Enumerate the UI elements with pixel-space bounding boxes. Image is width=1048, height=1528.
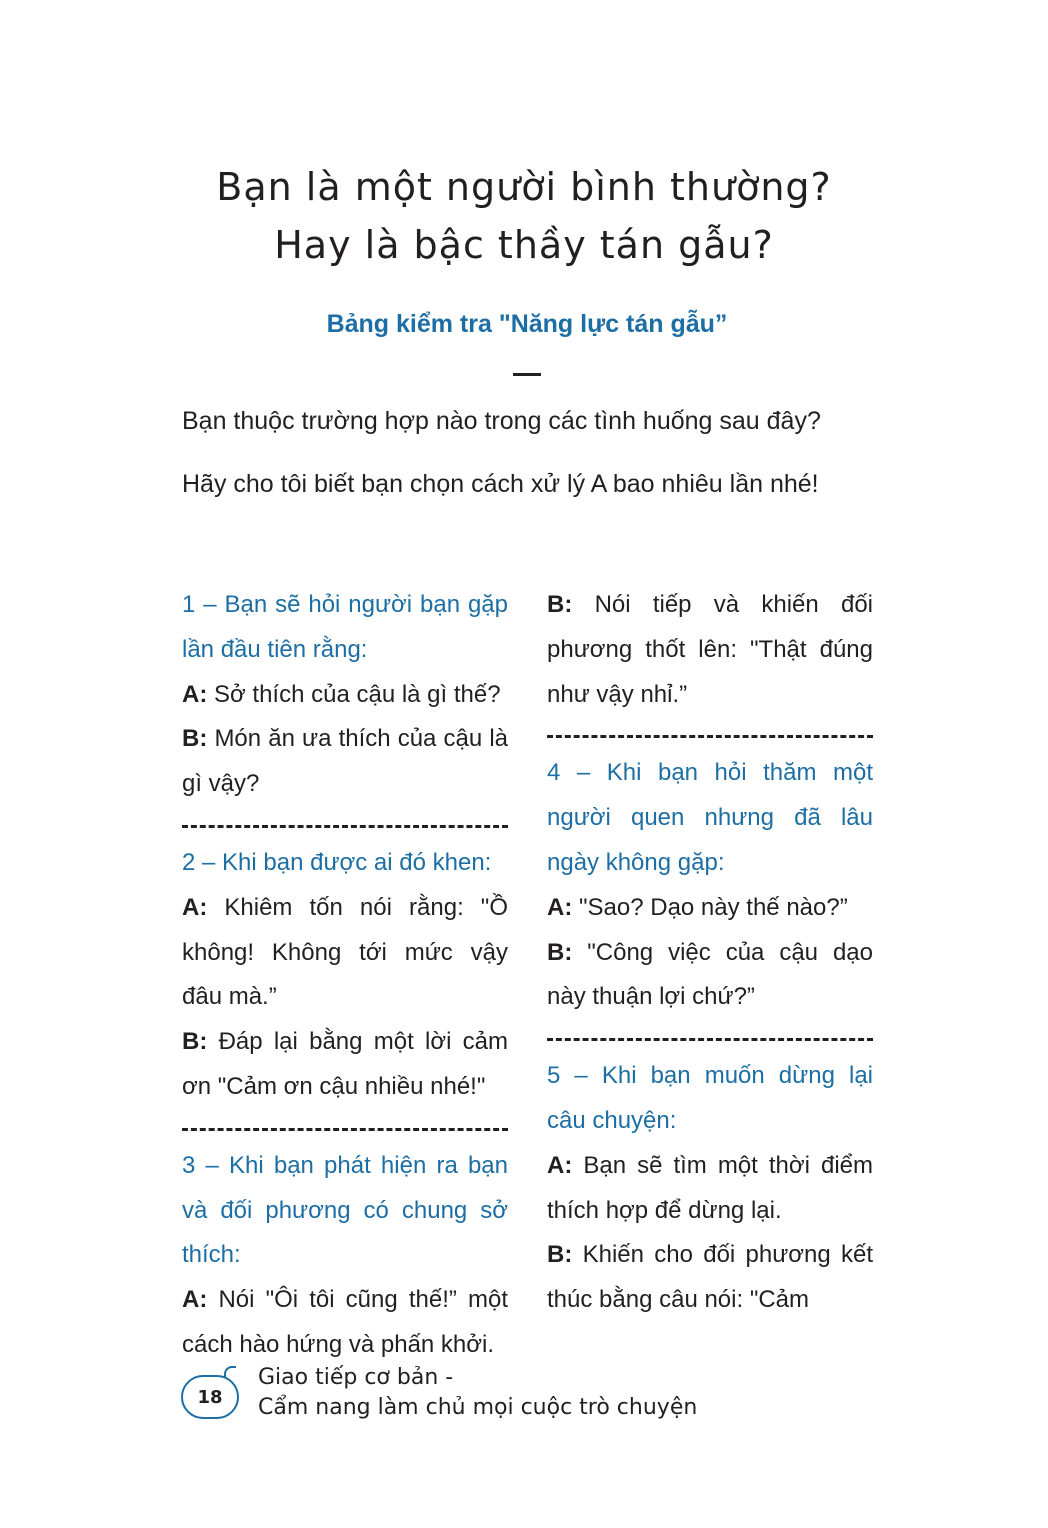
answer-4b xyxy=(547,931,873,1021)
answer-label: A: xyxy=(182,1286,208,1314)
answer-label: B: xyxy=(547,1241,573,1269)
answer-5b xyxy=(547,1233,873,1323)
question-5: 5 – Khi bạn muốn dừng lại câu chuyện: xyxy=(547,1062,873,1134)
answer-text: Sở thích của cậu là gì thế? xyxy=(207,680,501,708)
book-title-line-2: Cẩm nang làm chủ mọi cuộc trò chuyện xyxy=(258,1395,698,1420)
answer-label: B: xyxy=(547,938,573,966)
title-line-2: Hay là bậc thầy tán gẫu? xyxy=(274,223,774,267)
answer-1b xyxy=(182,717,508,807)
answer-label: A: xyxy=(547,893,573,921)
question-1: 1 – Bạn sẽ hỏi người bạn gặp lần đầu tiên rằng: xyxy=(182,591,508,663)
right-column xyxy=(547,583,873,1323)
answer-text: Món ăn ưa thích của cậu là gì vậy? xyxy=(182,725,508,798)
page-number-badge: 18 xyxy=(181,1375,239,1419)
intro-line-1: Bạn thuộc trường hợp nào trong các tình huống sau đây? xyxy=(182,407,821,435)
question-4: 4 – Khi bạn hỏi thăm một người quen nhưng đã lâu ngày không gặp: xyxy=(547,759,873,876)
answer-3a xyxy=(182,1278,508,1368)
answer-2b xyxy=(182,1020,508,1110)
answer-text: "Sao? Dạo này thế nào?” xyxy=(572,893,848,921)
answer-text: Nói "Ôi tôi cũng thế!” một cách hào hứng và phấn khởi. xyxy=(182,1286,508,1358)
answer-text: "Công việc của cậu dạo này thuận lợi chứ?” xyxy=(547,938,873,1011)
answer-label: A: xyxy=(182,893,208,921)
answer-text: Khiến cho đối phương kết thúc bằng câu nói: "Cảm xyxy=(547,1241,873,1314)
answer-text: Đáp lại bằng một lời cảm ơn "Cảm ơn cậu nhiều nhé!" xyxy=(182,1028,508,1100)
answer-1a xyxy=(182,673,508,718)
title-line-1: Bạn là một người bình thường? xyxy=(216,165,832,209)
dashed-separator xyxy=(182,1128,508,1131)
answer-label: B: xyxy=(547,591,573,618)
book-title-line-1: Giao tiếp cơ bản - xyxy=(258,1365,454,1390)
left-column xyxy=(182,583,508,1368)
dashed-separator xyxy=(182,825,508,828)
answer-label: A: xyxy=(182,680,208,708)
page-title xyxy=(0,158,1048,274)
answer-text: Khiêm tốn nói rằng: "Ồ không! Không tới mức vậy đâu mà.” xyxy=(182,893,508,1011)
question-3: 3 – Khi bạn phát hiện ra bạn và đối phương có chung sở thích: xyxy=(182,1151,508,1269)
answer-5a xyxy=(547,1144,873,1234)
answer-text: Nói tiếp và khiến đối phương thốt lên: "Thật đúng như vậy nhỉ.” xyxy=(547,591,873,708)
answer-text: Bạn sẽ tìm một thời điểm thích hợp để dừng lại. xyxy=(547,1151,873,1224)
question-2: 2 – Khi bạn được ai đó khen: xyxy=(182,848,492,876)
dashed-separator xyxy=(547,735,873,738)
running-footer xyxy=(258,1363,697,1423)
answer-label: B: xyxy=(182,725,208,753)
subtitle-divider xyxy=(513,373,541,376)
section-subtitle: Bảng kiểm tra "Năng lực tán gẫu” xyxy=(326,310,728,338)
answer-4a xyxy=(547,886,873,931)
answer-3b xyxy=(547,583,873,717)
dashed-separator xyxy=(547,1038,873,1041)
answer-label: A: xyxy=(547,1151,573,1179)
answer-label: B: xyxy=(182,1028,208,1056)
answer-2a xyxy=(182,886,508,1020)
intro-line-2: Hãy cho tôi biết bạn chọn cách xử lý A bao nhiêu lần nhé! xyxy=(182,470,819,498)
